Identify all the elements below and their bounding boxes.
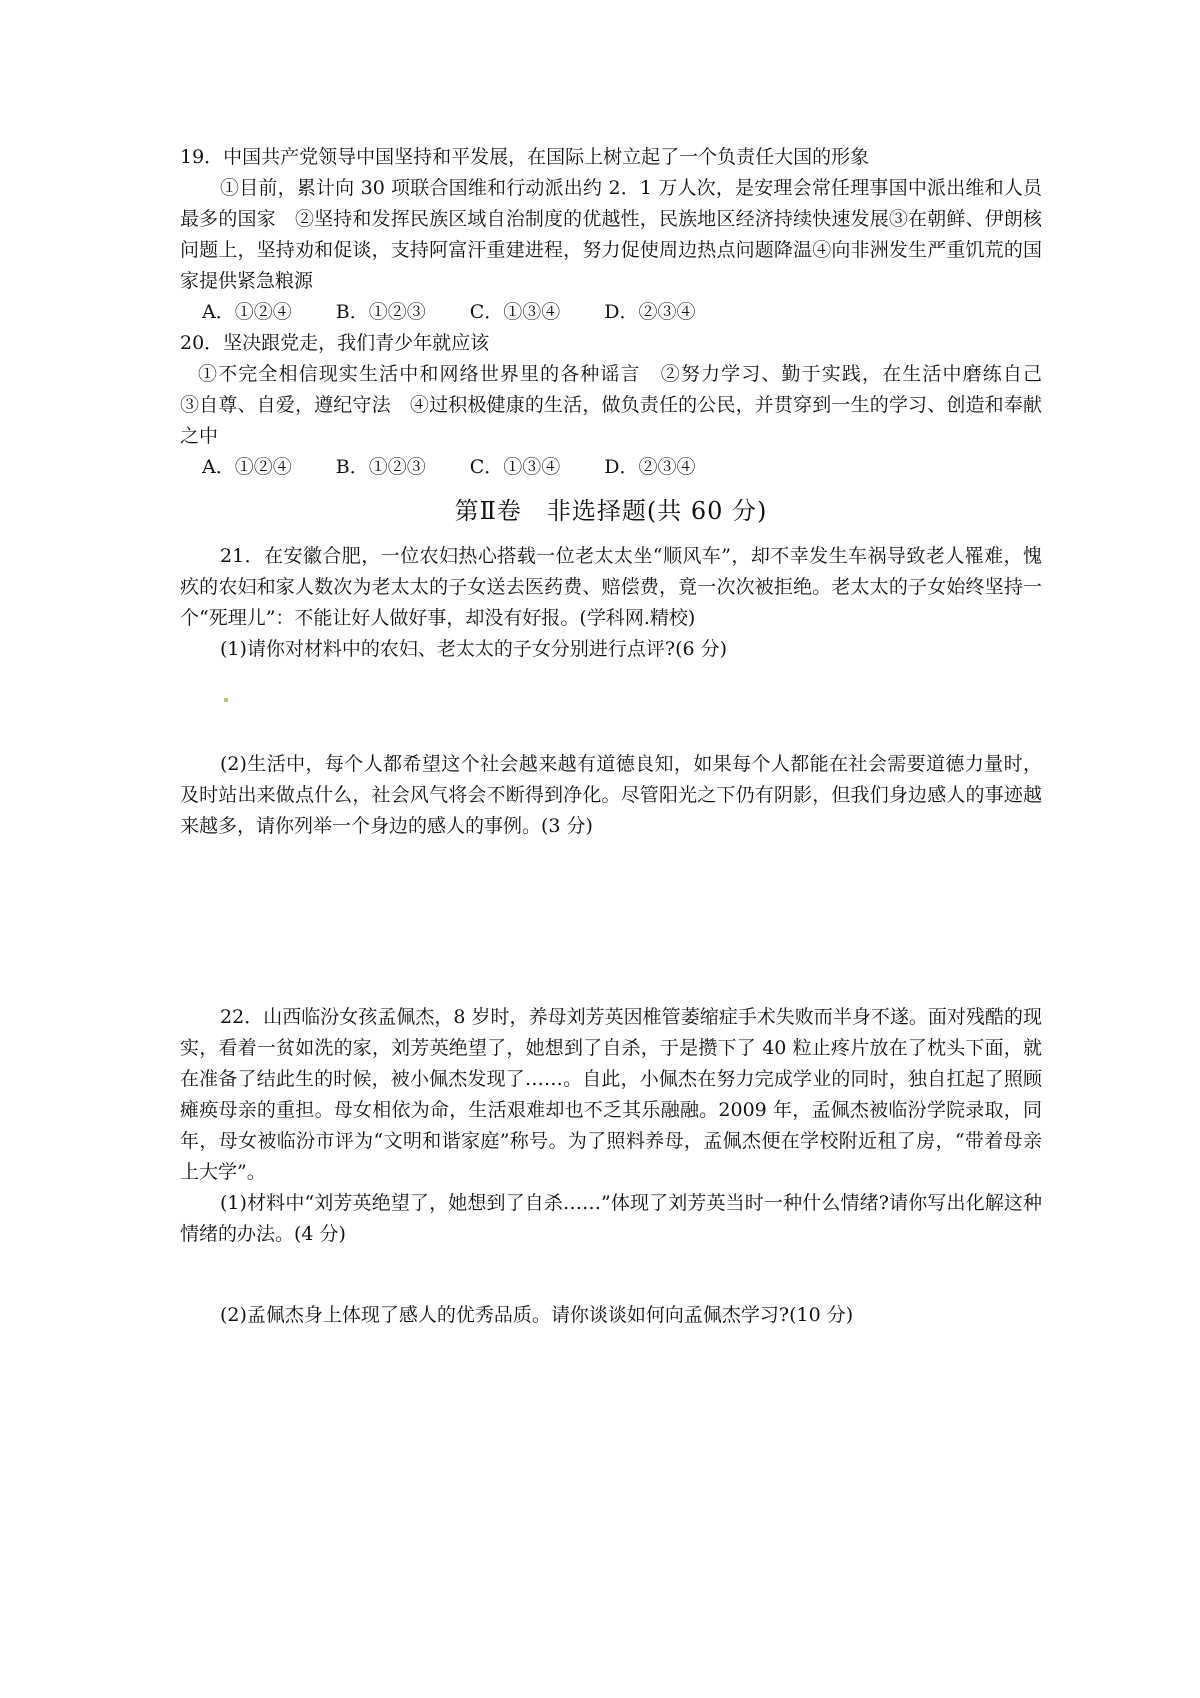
q22-sub1: (1)材料中“刘芳英绝望了，她想到了自杀……”体现了刘芳英当时一种什么情绪?请你写出化解这种情绪的办法。(4 分) bbox=[180, 1192, 1042, 1245]
q21-sub2: (2)生活中，每个人都希望这个社会越来越有道德良知，如果每个人都能在社会需要道德力量时，及时站出来做点什么，社会风气将会不断得到净化。尽管阳光之下仍有阴影，但我们身边感人的事迹越来越多，请你列举一个身边的感人的事例。(3 分) bbox=[180, 753, 1042, 837]
q20-option-c: C．①③④ bbox=[469, 456, 561, 478]
q21-material: 21．在安徽合肥，一位农妇热心搭载一位老太太坐“顺风车”，却不幸发生车祸导致老人罹难，愧疚的农妇和家人数次为老太太的子女送去医药费、赔偿费，竟一次次被拒绝。老太太的子女始终坚持一个“死理儿”：不能让好人做好事，却没有好报。(学科网.精校) bbox=[180, 545, 1042, 629]
q21-spacer bbox=[180, 727, 1042, 749]
q22-answer-space-1 bbox=[180, 1250, 1042, 1300]
q20-stem: 20．坚决跟党走，我们青少年就应该 bbox=[180, 332, 490, 354]
q22-sub2: (2)孟佩杰身上体现了感人的优秀品质。请你谈谈如何向孟佩杰学习?(10 分) bbox=[220, 1304, 854, 1326]
q21-sub1: (1)请你对材料中的农妇、老太太的子女分别进行点评?(6 分) bbox=[220, 638, 728, 660]
section-title: 第Ⅱ卷 非选择题(共 60 分) bbox=[454, 497, 768, 525]
q22-material: 22．山西临汾女孩孟佩杰，8 岁时，养母刘芳英因椎管萎缩症手术失败而半身不遂。面对残酷的现实，看着一贫如洗的家，刘芳英绝望了，她想到了自杀，于是攒下了 40 粒止疼片放在了枕头下面，就在准备了结此生的时候，被小佩杰发现了……。自此，小佩杰在努力完成学业的同时，独自扛起了照顾瘫痪母亲的重担。母女相依为命，生活艰难却也不乏其乐融融。2009 年，孟佩杰被临汾学院录取，同年，母女被临汾市评为“文明和谐家庭”称号。为了照料养母，孟佩杰便在学校附近租了房，“带着母亲上大学”。 bbox=[180, 1006, 1042, 1183]
q20-option-a: A．①②④ bbox=[202, 456, 292, 478]
q20-statement: ①不完全相信现实生活中和网络世界里的各种谣言 ②努力学习、勤于实践，在生活中磨练自己 ③自尊、自爱，遵纪守法 ④过积极健康的生活，做负责任的公民，并贯穿到一生的学习、创造和奉献之中 bbox=[180, 363, 1081, 447]
q21-answer-space-1 bbox=[180, 665, 1042, 727]
q20-option-d: D．②③④ bbox=[604, 456, 696, 478]
q19-stem: 19．中国共产党领导中国坚持和平发展，在国际上树立起了一个负责任大国的形象 bbox=[180, 146, 870, 168]
q19-options bbox=[180, 297, 1042, 328]
q19-option-d: D．②③④ bbox=[604, 301, 696, 323]
q20-option-b: B．①②③ bbox=[335, 456, 426, 478]
q19-option-b: B．①②③ bbox=[335, 301, 426, 323]
q19-statement: ①目前，累计向 30 项联合国维和行动派出约 2．1 万人次，是安理会常任理事国中派出维和人员最多的国家 ②坚持和发挥民族区域自治制度的优越性，民族地区经济持续快速发展③在朝鲜、伊朗核问题上，坚持劝和促谈，支持阿富汗重建进程，努力促使周边热点问题降温④向非洲发生严重饥荒的国家提供紧急粮源 bbox=[180, 177, 1042, 292]
q21-answer-space-2 bbox=[180, 842, 1042, 1002]
q20-options bbox=[180, 452, 1042, 483]
exam-page bbox=[180, 142, 1081, 1331]
q19-option-a: A．①②④ bbox=[202, 301, 292, 323]
scan-mark-dot bbox=[224, 698, 228, 702]
q19-option-c: C．①③④ bbox=[469, 301, 561, 323]
